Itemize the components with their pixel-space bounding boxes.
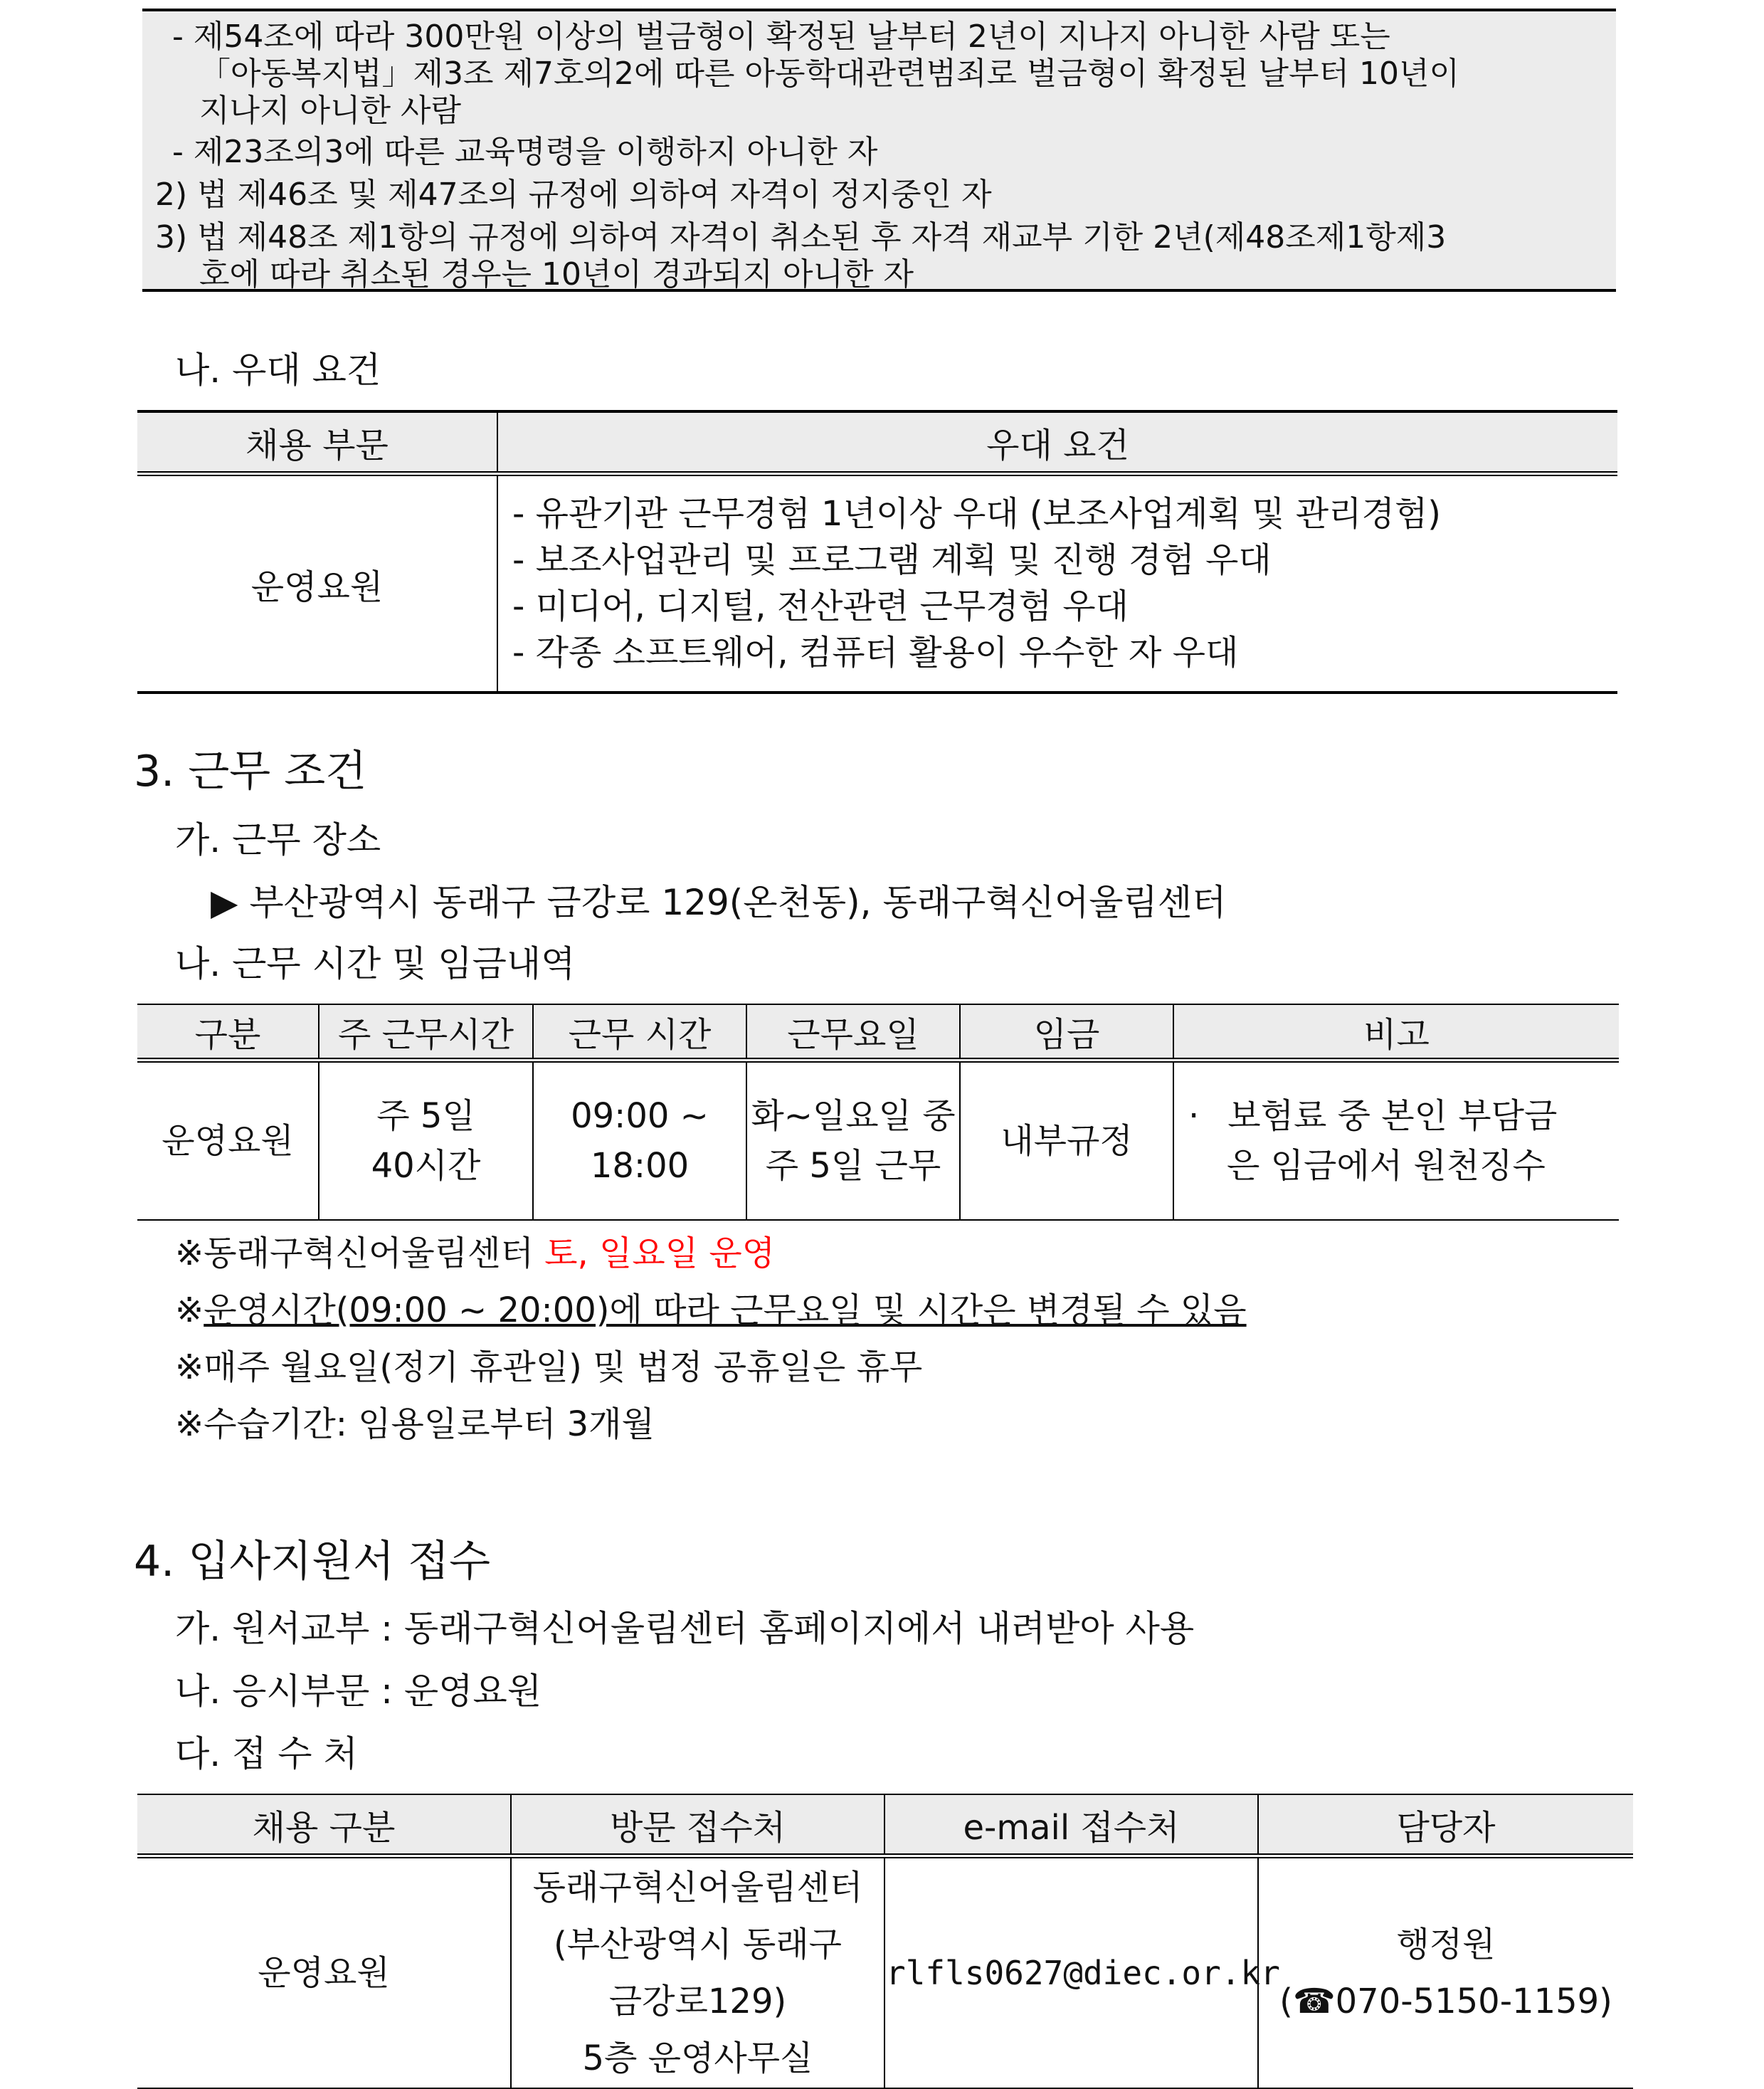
- reception-header-row: [137, 1794, 1633, 1856]
- note-mark: ※: [175, 1290, 204, 1330]
- work-note-line-2: 은 임금에서 원천징수: [1227, 1146, 1546, 1186]
- note-probation: ※수습기간: 임용일로부터 3개월: [175, 1404, 655, 1444]
- work-header-days: 근무요일: [746, 1004, 960, 1061]
- note-weekend: [175, 1226, 775, 1275]
- work-weekly-hours: [319, 1061, 533, 1221]
- box-line-6: 3) 법 제48조 제1항의 규정에 의하여 자격이 취소된 후 자격 재교부 기한 2년(제48조제1항제3: [155, 219, 1447, 256]
- work-place-address: ▶ 부산광역시 동래구 금강로 129(온천동), 동래구혁신어울림센터: [211, 882, 1227, 923]
- note-operating-hours: [175, 1283, 1247, 1332]
- work-days-count: 주 5일 근무: [765, 1146, 941, 1186]
- contact-title: 행정원: [1396, 1925, 1496, 1964]
- work-header-wage: 임금: [960, 1004, 1173, 1061]
- preference-role: 운영요원: [250, 567, 384, 607]
- section4-title: 4. 입사지원서 접수: [134, 1537, 491, 1587]
- reception-role: 운영요원: [258, 1953, 390, 1993]
- visit-line-4: 5층 운영사무실: [582, 2038, 813, 2078]
- visit-line-3: 금강로129): [608, 1982, 787, 2021]
- application-form-item: 가. 원서교부 : 동래구혁신어울림센터 홈페이지에서 내려받아 사용: [175, 1608, 1195, 1649]
- preference-header-row: [137, 411, 1617, 474]
- work-days-range: 화~일요일 중: [751, 1096, 956, 1136]
- work-note-line-1: [1188, 1091, 1618, 1141]
- work-header-time: 근무 시간: [533, 1004, 746, 1061]
- preference-row: [137, 474, 1617, 693]
- work-time: [533, 1061, 746, 1221]
- preference-item: - 보조사업관리 및 프로그램 계획 및 진행 경험 우대: [512, 540, 1272, 580]
- work-conditions-table: [137, 1004, 1619, 1221]
- box-line-2: 「아동복지법」제3조 제7호의2에 따른 아동학대관련범죄로 벌금형이 확정된 날부터 10년이: [199, 56, 1460, 92]
- box-line-3: 지나지 아니한 사람: [199, 93, 462, 129]
- weekly-total: 40시간: [371, 1146, 481, 1186]
- reception-header-email: e-mail 접수처: [884, 1794, 1258, 1856]
- work-hours-heading: 나. 근무 시간 및 임금내역: [175, 943, 576, 984]
- work-header-row: [137, 1004, 1619, 1061]
- reception-header-category: 채용 구분: [137, 1794, 511, 1856]
- box-line-5: 2) 법 제46조 및 제47조의 규정에 의하여 자격이 정지중인 자: [155, 177, 992, 213]
- work-header-note: 비고: [1173, 1004, 1619, 1061]
- reception-row: [137, 1856, 1633, 2089]
- preference-table: [137, 410, 1617, 694]
- note-operating-hours-text: 운영시간(09:00 ~ 20:00)에 따라 근무요일 및 시간은 변경될 수 있음: [204, 1290, 1247, 1330]
- visit-line-2: (부산광역시 동래구: [554, 1925, 842, 1964]
- visit-line-1: 동래구혁신어울림센터: [532, 1868, 863, 1908]
- preference-header-req: 우대 요건: [497, 411, 1617, 474]
- work-time-start: 09:00 ~: [571, 1096, 709, 1136]
- work-time-end: 18:00: [590, 1146, 690, 1186]
- reception-header-contact: 담당자: [1258, 1794, 1633, 1856]
- preference-header-dept: 채용 부문: [137, 411, 497, 474]
- work-role: 운영요원: [162, 1121, 294, 1161]
- work-days: [746, 1061, 960, 1221]
- preference-heading: 나. 우대 요건: [175, 349, 381, 391]
- preference-item: - 미디어, 디지털, 전산관련 근무경험 우대: [512, 586, 1129, 626]
- work-place-heading: 가. 근무 장소: [175, 819, 381, 861]
- reception-contact: [1258, 1856, 1633, 2089]
- work-row: [137, 1061, 1619, 1221]
- weekly-days: 주 5일: [376, 1096, 475, 1136]
- reception-email[interactable]: rlfls0627@diec.or.kr: [884, 1856, 1258, 2089]
- note-bullet: ·: [1188, 1096, 1200, 1136]
- note-weekend-highlight: 토, 일요일 운영: [544, 1233, 776, 1273]
- note-holidays: ※매주 월요일(정기 휴관일) 및 법정 공휴일은 휴무: [175, 1347, 923, 1387]
- work-header-weekly-hours: 주 근무시간: [319, 1004, 533, 1061]
- work-header-category: 구분: [137, 1004, 319, 1061]
- application-place-item: 다. 접 수 처: [175, 1733, 358, 1774]
- box-line-1: - 제54조에 따라 300만원 이상의 벌금형이 확정된 날부터 2년이 지나지 아니한 사람 또는: [172, 19, 1390, 55]
- preference-items: [497, 474, 1617, 693]
- preference-item: - 유관기관 근무경험 1년이상 우대 (보조사업계획 및 관리경험): [512, 494, 1441, 534]
- box-line-4: - 제23조의3에 따른 교육명령을 이행하지 아니한 자: [172, 134, 878, 170]
- box-line-7: 호에 따라 취소된 경우는 10년이 경과되지 아니한 자: [199, 256, 914, 293]
- note-weekend-prefix: ※동래구혁신어울림센터: [175, 1233, 545, 1273]
- disqualification-box: [142, 9, 1616, 292]
- reception-table: [137, 1794, 1633, 2089]
- application-dept-item: 나. 응시부문 : 운영요원: [175, 1670, 542, 1712]
- note-text-1: 보험료 중 본인 부담금: [1227, 1096, 1558, 1136]
- preference-item: - 각종 소프트웨어, 컴퓨터 활용이 우수한 자 우대: [512, 633, 1239, 673]
- reception-visit: [511, 1856, 884, 2089]
- work-wage: 내부규정: [960, 1061, 1173, 1221]
- contact-phone[interactable]: (☎070-5150-1159): [1279, 1982, 1612, 2021]
- work-note: [1173, 1061, 1619, 1221]
- reception-header-visit: 방문 접수처: [511, 1794, 884, 1856]
- section3-title: 3. 근무 조건: [134, 747, 367, 796]
